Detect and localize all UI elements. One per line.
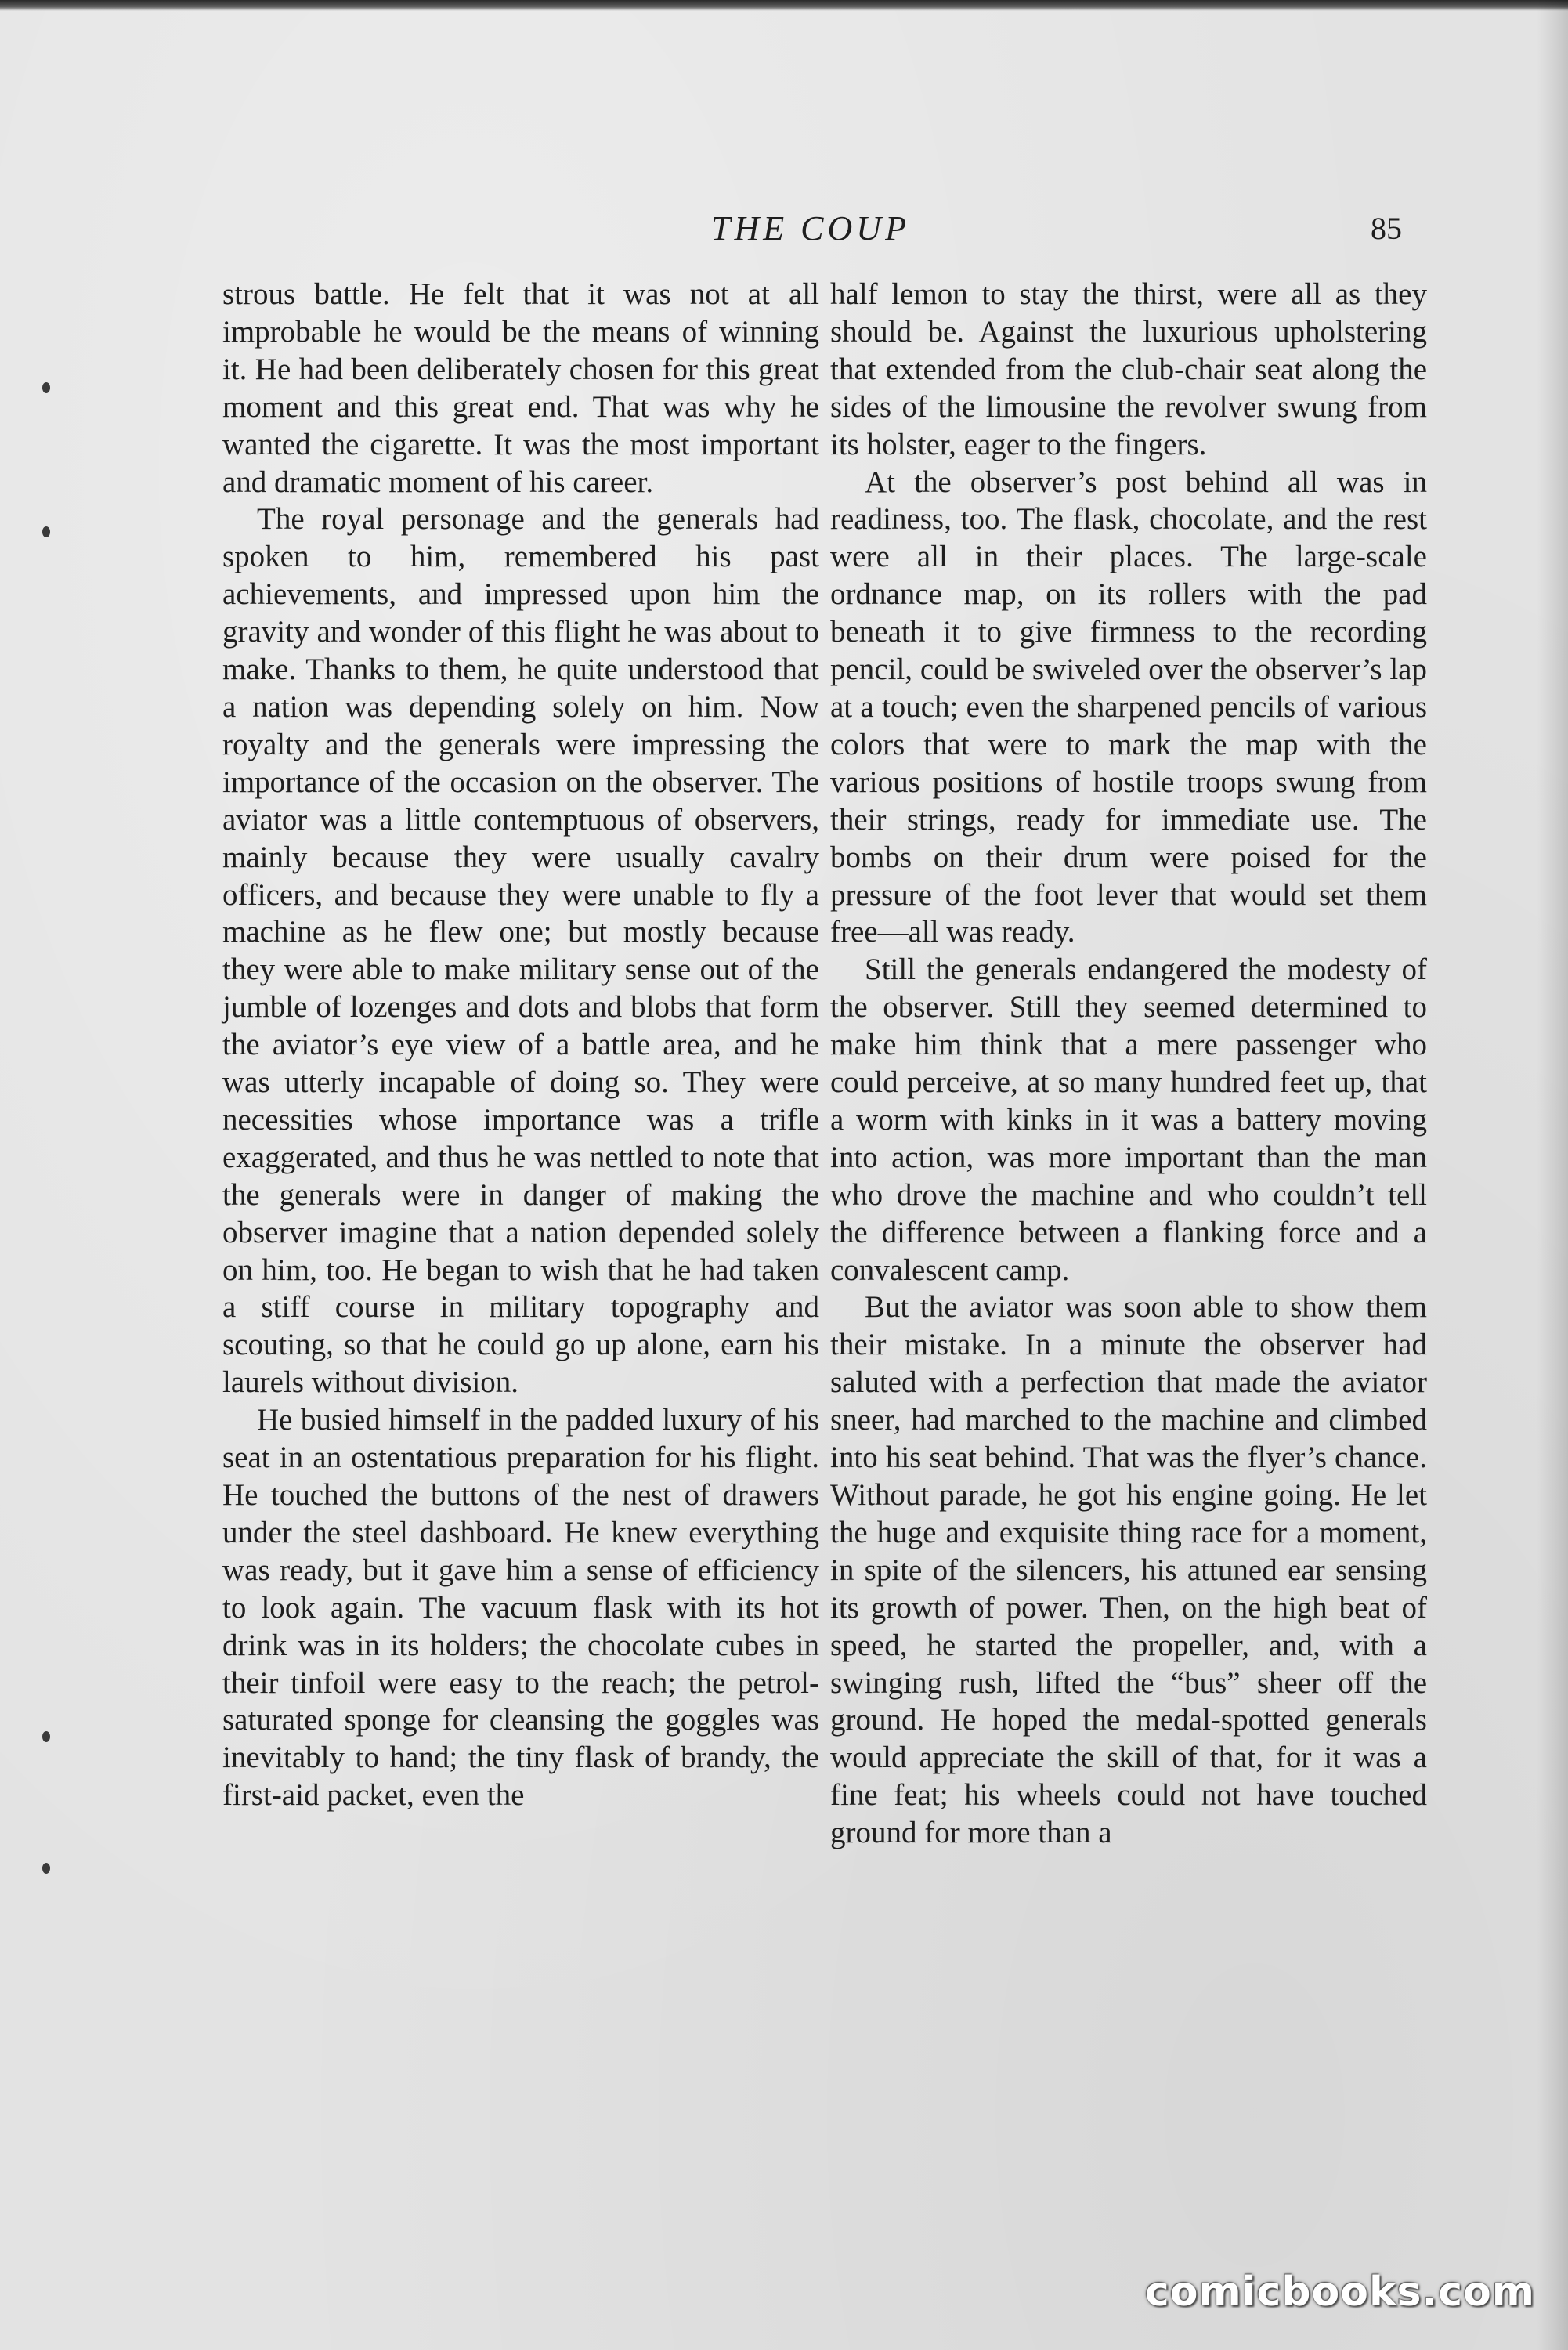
paragraph: strous battle. He felt that it was not at all improbable he would be the means of winning it. He had been deliberately chosen for this great moment and this great end. That was why he wanted the cigarette. It was the most important and dramatic moment of his career.: [222, 277, 819, 499]
punch-hole-mark: [42, 1731, 50, 1742]
paragraph: But the aviator was soon able to show them their mistake. In a minute the observer had saluted with a perfection that made the aviator sneer, had marched to the machine and climbed into his seat behind. That was the flyer’s chance. Without parade, he got his engine going. He let the huge and exquisite thing race for a moment, in spite of the silencers, his attuned ear sensing its growth of power. Then, on the high beat of speed, he started the propeller, and, with a swinging rush, lifted the “bus” sheer off the ground. He hoped the medal-spotted generals would appreciate the skill of that, for it was a fine feat; his wheels could not have touched ground for more than a: [830, 1290, 1427, 1850]
paragraph: He busied himself in the padded luxury of his seat in an ostentatious preparation for his flight. He touched the buttons of the nest of drawers under the steel dashboard. He knew everything was ready, but it gave him a sense of efficiency to look again. The vacuum flask with its hot drink was in its holders; the chocolate cubes in their tinfoil were easy to the reach; the petrol-saturated sponge for cleansing the goggles was inevitably to hand; the tiny flask of brandy, the first-aid packet, even the: [222, 1403, 819, 1813]
punch-hole-mark: [42, 526, 50, 537]
punch-hole-mark: [42, 382, 50, 393]
paragraph: At the observer’s post behind all was in readiness, too. The flask, chocolate, and the rest were all in their places. The large-scale ordnance map, on its rollers with the pad beneath it to give firmness to the recording pencil, could be swiveled over the observer’s lap at a touch; even the sharpened pencils of various colors that were to mark the map with the various positions of hostile troops swung from their strings, ready for immediate use. The bombs on their drum were poised for the pressure of the foot lever that would set them free—all was ready.: [830, 465, 1427, 949]
running-head: [219, 205, 1402, 252]
paragraph: half lemon to stay the thirst, were all as they should be. Against the luxurious upholstering that extended from the club-chair seat along the sides of the limousine the revolver swung from its holster, eager to the fingers.: [830, 277, 1427, 461]
right-edge-shadow: [1537, 0, 1568, 2350]
site-watermark: comicbooks.com: [1144, 2269, 1535, 2316]
paragraph: The royal personage and the generals had spoken to him, remembered his past achievements, and impressed upon him the gravity and wonder of this flight he was about to make. Thanks to them, he quite understood that a nation was depending solely on him. Now royalty and the generals were impressing the importance of the occasion on the observer. The aviator was a little contemptuous of observers, mainly because they were usually cavalry officers, and because they were unable to fly a machine as he flew one; but mostly because they were able to make military sense out of the jumble of lozenges and dots and blobs that form the aviator’s eye view of a battle area, and he was utterly incapable of doing so. They were necessities whose importance was a trifle exaggerated, and thus he was nettled to note that the generals were in danger of making the observer imagine that a nation depended solely on him, too. He began to wish that he had taken a stiff course in military topography and scouting, so that he could go up alone, earn his laurels without division.: [222, 502, 819, 1400]
right-text-column: [830, 276, 1427, 1852]
page-number: 85: [1371, 211, 1402, 246]
paragraph: Still the generals endangered the modesty of the observer. Still they seemed determined to make him think that a mere passenger who could perceive, at so many hundred feet up, that a worm with kinks in it was a battery moving into action, was more important than the man who drove the machine and who couldn’t tell the difference between a flanking force and a convalescent camp.: [830, 953, 1427, 1287]
left-text-column: [222, 276, 819, 1814]
running-title: THE COUP: [711, 209, 910, 248]
punch-hole-mark: [42, 1863, 50, 1874]
top-edge-shadow: [0, 0, 1568, 11]
